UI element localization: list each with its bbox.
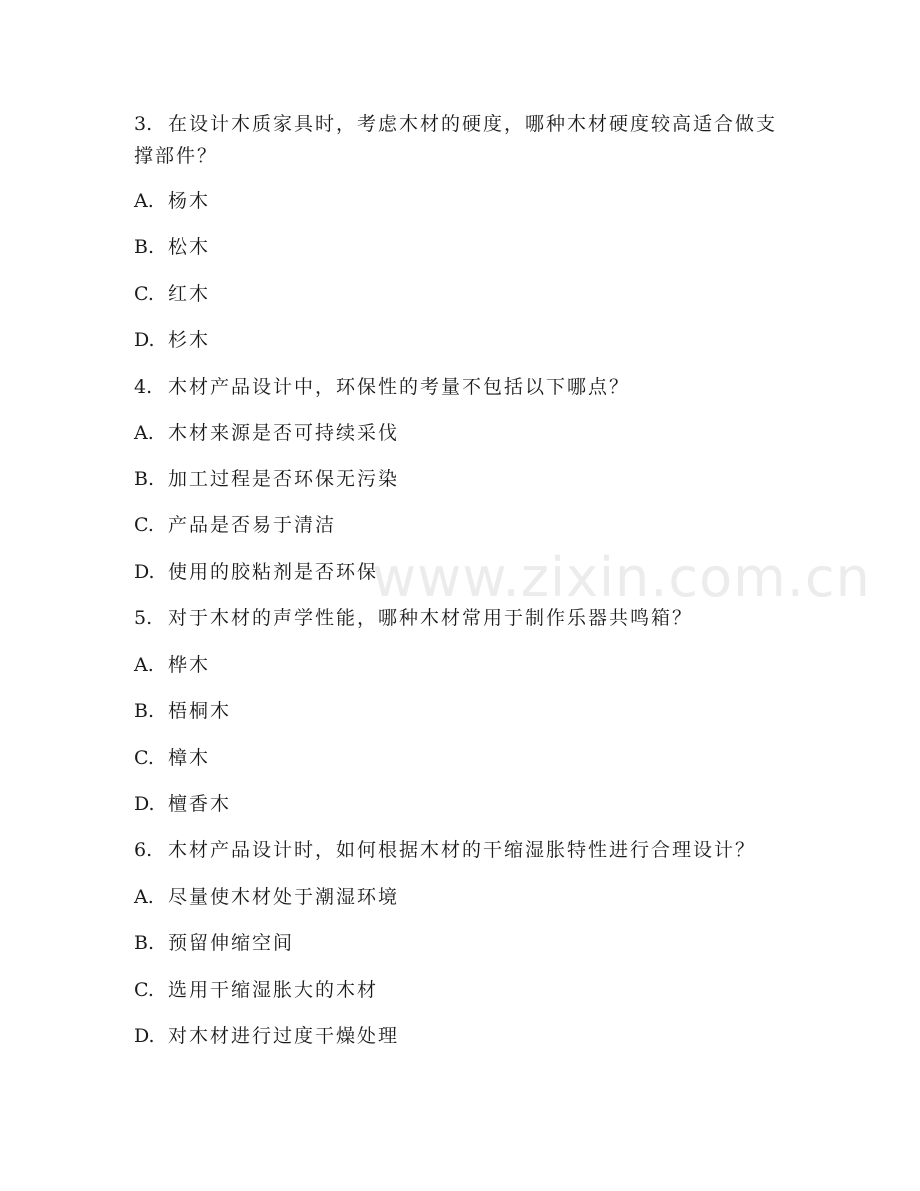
option-letter: B. <box>134 236 155 258</box>
question-4-option-a <box>134 419 794 447</box>
option-letter: D. <box>134 561 155 583</box>
option-letter: D. <box>134 1025 155 1047</box>
option-letter: D. <box>134 793 155 815</box>
question-number: 4. <box>134 376 153 398</box>
option-text: 桦木 <box>168 654 211 676</box>
watermark: www.zixin.com.cn <box>372 546 871 609</box>
question-5-stem <box>134 604 794 632</box>
option-text: 红木 <box>168 283 211 305</box>
option-letter: C. <box>134 514 154 536</box>
option-text: 使用的胶粘剂是否环保 <box>168 561 379 583</box>
option-letter: B. <box>134 468 155 490</box>
question-number: 3. <box>134 113 153 135</box>
question-5-option-a <box>134 651 794 679</box>
question-4-stem <box>134 373 794 401</box>
option-text: 选用干缩湿胀大的木材 <box>168 979 379 1001</box>
question-6-option-d <box>134 1022 794 1050</box>
question-3-option-b <box>134 233 794 261</box>
option-text: 樟木 <box>168 747 211 769</box>
question-3-option-a <box>134 187 794 215</box>
question-text: 对于木材的声学性能，哪种木材常用于制作乐器共鸣箱？ <box>168 607 694 629</box>
question-6-stem <box>134 836 794 864</box>
question-number: 6. <box>134 839 153 861</box>
option-letter: A. <box>134 886 154 908</box>
option-text: 松木 <box>168 236 211 258</box>
option-text: 木材来源是否可持续采伐 <box>168 422 400 444</box>
question-4-option-b <box>134 465 794 493</box>
question-3-stem-continued <box>134 142 794 170</box>
option-letter: C. <box>134 283 154 305</box>
question-4-option-d <box>134 558 794 586</box>
question-text: 木材产品设计时，如何根据木材的干缩湿胀特性进行合理设计？ <box>168 839 757 861</box>
option-text: 加工过程是否环保无污染 <box>168 468 400 490</box>
question-5-option-d <box>134 790 794 818</box>
option-letter: A. <box>134 654 154 676</box>
option-letter: C. <box>134 979 154 1001</box>
option-letter: B. <box>134 932 155 954</box>
question-6-option-c <box>134 976 794 1004</box>
option-text: 预留伸缩空间 <box>168 932 295 954</box>
option-text: 杨木 <box>168 190 211 212</box>
question-3-stem <box>134 110 794 138</box>
option-letter: A. <box>134 190 154 212</box>
option-text: 产品是否易于清洁 <box>168 514 337 536</box>
option-letter: B. <box>134 700 155 722</box>
question-text: 撑部件？ <box>134 145 219 167</box>
option-letter: D. <box>134 329 155 351</box>
question-6-option-a <box>134 883 794 911</box>
option-text: 对木材进行过度干燥处理 <box>168 1025 400 1047</box>
option-letter: A. <box>134 422 154 444</box>
question-text: 在设计木质家具时，考虑木材的硬度，哪种木材硬度较高适合做支 <box>168 113 778 135</box>
option-text: 尽量使木材处于潮湿环境 <box>168 886 400 908</box>
option-text: 檀香木 <box>168 793 232 815</box>
question-text: 木材产品设计中，环保性的考量不包括以下哪点？ <box>168 376 631 398</box>
question-5-option-c <box>134 744 794 772</box>
question-number: 5. <box>134 607 153 629</box>
question-3-option-d <box>134 326 794 354</box>
question-3-option-c <box>134 280 794 308</box>
option-text: 杉木 <box>168 329 211 351</box>
option-text: 梧桐木 <box>168 700 232 722</box>
question-6-option-b <box>134 929 794 957</box>
option-letter: C. <box>134 747 154 769</box>
question-4-option-c <box>134 511 794 539</box>
question-5-option-b <box>134 697 794 725</box>
